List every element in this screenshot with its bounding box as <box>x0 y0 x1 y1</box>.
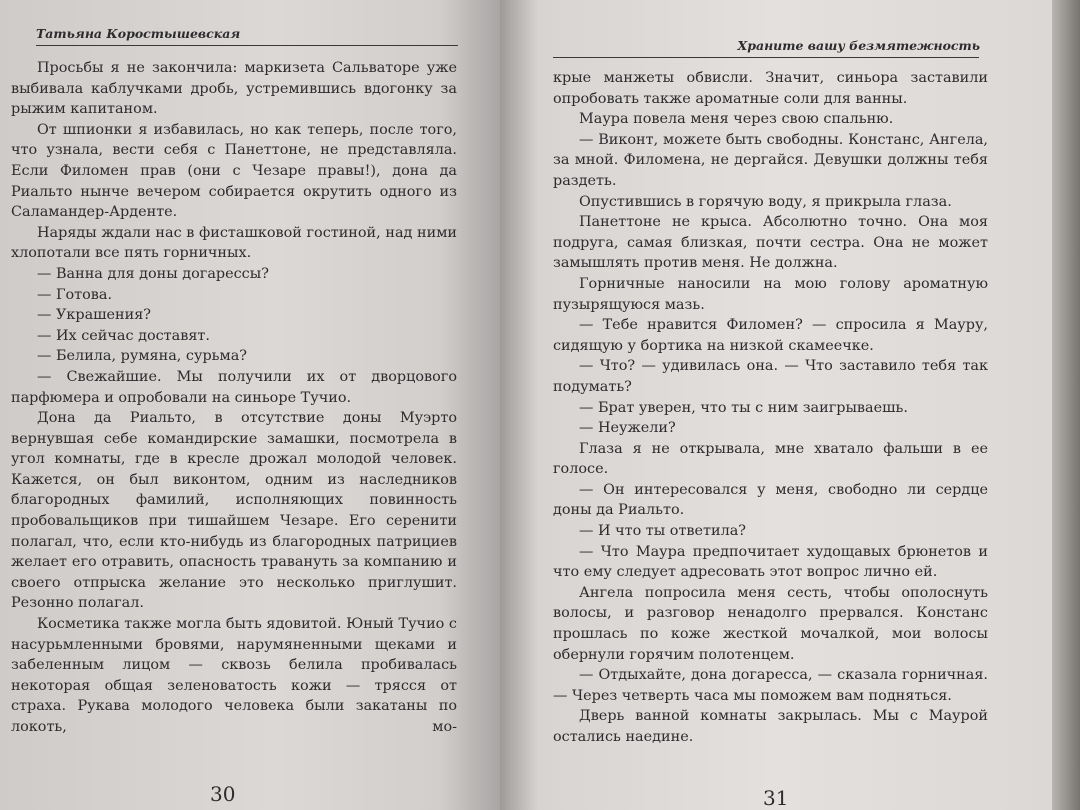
dialogue-line: — Белила, румяна, сурьма? <box>37 348 247 365</box>
header-rule <box>36 45 458 46</box>
paragraph: Панеттоне не крыса. Абсолютно точно. Она моя подруга, самая близкая, почти сестра. Она не может замышлять против меня. Не должна. <box>553 214 988 272</box>
paragraph: Косметика также могла быть ядовитой. Юный Тучио с насурьмленными бровями, нарумяненными щеками и забеленным лицом — сквозь белила пробивалась некоторая общая зеленоватость кожи — трясся от страха. Рукава молодого человека были закатаны по локоть, мо- <box>11 616 457 735</box>
page-edges <box>1052 0 1080 810</box>
dialogue-line: — Ванна для доны догарессы? <box>37 265 269 282</box>
dialogue-line: — Брат уверен, что ты с ним заигрываешь. <box>579 399 908 416</box>
left-page <box>0 0 500 810</box>
dialogue-line: — Отдыхайте, дона догаресса, — сказала горничная. — Через четверть часа мы поможем вам подняться. <box>553 667 988 704</box>
running-header-author: Татьяна Коростышевская <box>36 26 241 41</box>
dialogue-line: — Готова. <box>37 286 113 303</box>
dialogue-line: — И что ты ответила? <box>579 523 747 540</box>
dialogue-line: — Украшения? <box>37 307 152 324</box>
paragraph: От шпионки я избавилась, но как теперь, после того, что узнала, вести себя с Панеттоне, не представляла. Если Филомен прав (они с Чезаре правы!), дона да Риальто нынче вечером собирается окрутить одного из Саламандер-Арденте. <box>11 121 457 221</box>
dialogue-line: — Он интересовался у меня, свободно ли сердце доны да Риальто. <box>553 481 988 519</box>
paragraph: Маура повела меня через свою спальню. <box>579 111 894 128</box>
paragraph: Опустившись в горячую воду, я прикрыла глаза. <box>579 193 952 210</box>
dialogue-line: — Их сейчас доставят. <box>37 327 210 344</box>
paragraph: Глаза я не открывала, мне хватало фальши в ее голосе. <box>553 440 988 478</box>
paragraph: Ангела попросила меня сесть, чтобы ополоснуть волосы, и разговор ненадолго прервался. Констанс прошлась по коже жесткой мочалкой, мои волосы обернули горячим полотенцем. <box>553 584 988 663</box>
dialogue-line: — Виконт, можете быть свободны. Констанс, Ангела, за мной. Филомена, не дергайся. Девушки должны тебя раздеть. <box>553 131 988 189</box>
paragraph: крые манжеты обвисли. Значит, синьора заставили опробовать также ароматные соли для ванны. <box>553 70 988 107</box>
paragraph: Просьбы я не закончила: маркизета Сальваторе уже выбивала каблучками дробь, устремившись вдогонку за рыжим капитаном. <box>11 60 457 118</box>
dialogue-line: — Тебе нравится Филомен? — спросила я Мауру, сидящую у бортика на низкой скамеечке. <box>553 317 988 354</box>
dialogue-line: — Что Маура предпочитает худощавых брюнетов и что ему следует адресовать этот вопрос лично ей. <box>553 543 988 581</box>
paragraph: Дверь ванной комнаты закрылась. Мы с Маурой остались наедине. <box>553 708 988 745</box>
header-rule <box>553 57 979 58</box>
paragraph: Дона да Риальто, в отсутствие доны Муэрто вернувшая себе командирские замашки, посмотрела в угол комнаты, где в кресле дрожал молодой человек. Кажется, он был виконтом, одним из наследников благородных фамилий, исполняющих повинность пробовальщиков при тишайшем Чезаре. Его серенити полагал, что, если кто-нибудь из благородных патрициев желает его отравить, опасность травануть за компанию и своего отпрыска желание это несколько приглушит. Резонно полагал. <box>11 410 457 612</box>
paragraph: Наряды ждали нас в фисташковой гостиной, над ними хлопотали все пять горничных. <box>11 224 457 262</box>
dialogue-line: — Что? — удивилась она. — Что заставило тебя так подумать? <box>553 358 988 395</box>
right-page-body <box>553 68 988 748</box>
dialogue-line: — Свежайшие. Мы получили их от дворцового парфюмера и опробовали на синьоре Тучио. <box>11 368 457 406</box>
right-page <box>500 0 1052 810</box>
page-number: 30 <box>210 782 236 806</box>
dialogue-line: — Неужели? <box>579 420 676 437</box>
left-page-body <box>11 58 457 738</box>
running-header-title: Храните вашу безмятежность <box>737 38 980 53</box>
paragraph: Горничные наносили на мою голову ароматную пузырящуюся мазь. <box>553 275 988 313</box>
page-number: 31 <box>763 786 789 810</box>
